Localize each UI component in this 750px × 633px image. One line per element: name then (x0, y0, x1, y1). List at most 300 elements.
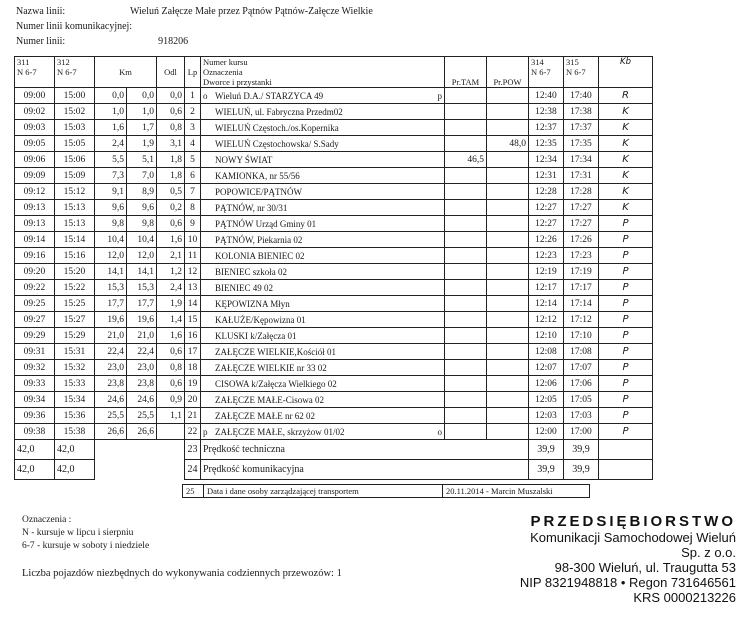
time-311: 09:38 (15, 424, 55, 440)
stop-number: 8 (185, 200, 201, 216)
distance-value: 1,4 (157, 312, 185, 328)
time-314: 12:37 (529, 120, 564, 136)
time-311: 09:14 (15, 232, 55, 248)
time-314: 12:05 (529, 392, 564, 408)
km-value-2: 23,0 (127, 360, 157, 376)
prtam-value (445, 344, 487, 360)
stop-label: PĄTNÓW, nr 30/31 (215, 202, 288, 213)
time-311: 09:29 (15, 328, 55, 344)
company-line-5: KRS 0000213226 (633, 590, 736, 605)
km-value: 5,5 (95, 152, 127, 168)
time-311: 09:31 (15, 344, 55, 360)
km-value-2: 23,8 (127, 376, 157, 392)
time-312: 15:03 (55, 120, 95, 136)
stop-number: 16 (185, 328, 201, 344)
time-314: 12:10 (529, 328, 564, 344)
stop-name (201, 408, 445, 424)
table-row (15, 360, 653, 376)
time-314: 12:27 (529, 200, 564, 216)
time-311: 09:05 (15, 136, 55, 152)
distance-value: 1,6 (157, 232, 185, 248)
km-value-2: 9,8 (127, 216, 157, 232)
stop-label: WIELUŃ, ul. Fabryczna Przedm02 (215, 106, 343, 117)
distance-value: 0,6 (157, 104, 185, 120)
table-row (15, 280, 653, 296)
stop-label: ZAŁĘCZE WIELKIE,Kościół 01 (215, 346, 337, 357)
table-row (15, 152, 653, 168)
summary-314: 39,9 (529, 440, 564, 460)
km-value: 12,0 (95, 248, 127, 264)
time-312: 15:22 (55, 280, 95, 296)
table-row (15, 296, 653, 312)
time-315: 17:26 (564, 232, 599, 248)
time-314: 12:26 (529, 232, 564, 248)
summary-kb (599, 440, 653, 460)
time-311: 09:02 (15, 104, 55, 120)
line-number-row (16, 36, 188, 48)
time-315: 17:10 (564, 328, 599, 344)
prpow-value: 48,0 (487, 136, 529, 152)
stop-name (201, 152, 445, 168)
stop-label: PĄTNÓW Urząd Gminy 01 (215, 218, 317, 229)
km-value-2: 26,6 (127, 424, 157, 440)
stop-name (201, 216, 445, 232)
time-315: 17:19 (564, 264, 599, 280)
time-311: 09:09 (15, 168, 55, 184)
prtam-value (445, 232, 487, 248)
prpow-value (487, 232, 529, 248)
km-value-2: 1,0 (127, 104, 157, 120)
time-312: 15:25 (55, 296, 95, 312)
time-315: 17:17 (564, 280, 599, 296)
time-312: 15:32 (55, 360, 95, 376)
distance-value: 3,1 (157, 136, 185, 152)
time-315: 17:27 (564, 200, 599, 216)
km-value-2: 8,9 (127, 184, 157, 200)
prpow-value (487, 328, 529, 344)
time-311: 09:20 (15, 264, 55, 280)
prtam-value (445, 88, 487, 104)
prtam-value (445, 408, 487, 424)
stop-name (201, 424, 445, 440)
stop-name (201, 168, 445, 184)
distance-value: 2,4 (157, 280, 185, 296)
time-314: 12:34 (529, 152, 564, 168)
time-315: 17:34 (564, 152, 599, 168)
vehicles-count: Liczba pojazdów niezbędnych do wykonywania codziennych przewozów: 1 (22, 568, 342, 579)
table-row (15, 120, 653, 136)
time-315: 17:00 (564, 424, 599, 440)
col-lp: Lp (185, 57, 201, 88)
kb-mark: K (599, 168, 653, 184)
km-value-2: 25,5 (127, 408, 157, 424)
prtam-value: 46,5 (445, 152, 487, 168)
line-number-value: 918206 (158, 36, 189, 47)
time-312: 15:38 (55, 424, 95, 440)
stop-name (201, 328, 445, 344)
distance-value: 0,2 (157, 200, 185, 216)
stop-number: 10 (185, 232, 201, 248)
stop-number: 1 (185, 88, 201, 104)
table-row (15, 184, 653, 200)
km-value: 9,8 (95, 216, 127, 232)
time-314: 12:19 (529, 264, 564, 280)
col-kb: Kb (599, 57, 653, 88)
summary-311: 42,0 (15, 440, 55, 460)
time-314: 12:06 (529, 376, 564, 392)
stop-name (201, 136, 445, 152)
km-value: 9,6 (95, 200, 127, 216)
timetable (14, 56, 652, 474)
table-row (15, 216, 653, 232)
table-row (15, 136, 653, 152)
kb-mark: P (599, 216, 653, 232)
stop-number: 6 (185, 168, 201, 184)
distance-value: 1,6 (157, 328, 185, 344)
time-311: 09:06 (15, 152, 55, 168)
stop-name (201, 232, 445, 248)
footer-lp: 25 (183, 485, 204, 498)
time-314: 12:40 (529, 88, 564, 104)
time-314: 12:17 (529, 280, 564, 296)
km-value-2: 0,0 (127, 88, 157, 104)
time-314: 12:07 (529, 360, 564, 376)
stop-name (201, 344, 445, 360)
stop-name (201, 200, 445, 216)
summary-lp: 23 (185, 440, 201, 460)
stop-number: 20 (185, 392, 201, 408)
footer-label: Data i dane osoby zarządzającej transportem (204, 485, 443, 498)
stop-name (201, 360, 445, 376)
time-311: 09:32 (15, 360, 55, 376)
col-312: 312 N 6-7 (55, 57, 95, 88)
stop-name (201, 376, 445, 392)
prtam-value (445, 360, 487, 376)
stop-label: WIELUŃ Częstoch./os.Kopernika (215, 122, 339, 133)
col-311: 311 N 6-7 (15, 57, 55, 88)
stop-number: 19 (185, 376, 201, 392)
stop-number: 9 (185, 216, 201, 232)
km-value: 2,4 (95, 136, 127, 152)
company-line-2: Sp. z o.o. (681, 545, 736, 560)
prpow-value (487, 120, 529, 136)
kb-mark: P (599, 376, 653, 392)
km-value-2: 24,6 (127, 392, 157, 408)
km-value: 1,6 (95, 120, 127, 136)
transport-manager-row (182, 484, 590, 498)
summary-312: 42,0 (55, 460, 95, 480)
summary-blank (95, 440, 185, 460)
summary-312: 42,0 (55, 440, 95, 460)
company-line-1: Komunikacji Samochodowej Wieluń (530, 530, 736, 545)
time-311: 09:00 (15, 88, 55, 104)
kb-mark: R (599, 88, 653, 104)
stop-number: 17 (185, 344, 201, 360)
km-value: 17,7 (95, 296, 127, 312)
prtam-value (445, 200, 487, 216)
km-value: 26,6 (95, 424, 127, 440)
prpow-value (487, 360, 529, 376)
stop-number: 14 (185, 296, 201, 312)
summary-label: Prędkość komunikacyjna (201, 460, 529, 480)
stop-label: BIENIEC szkoła 02 (215, 266, 287, 277)
time-312: 15:29 (55, 328, 95, 344)
time-311: 09:13 (15, 200, 55, 216)
time-312: 15:00 (55, 88, 95, 104)
stop-trail-mark: o (437, 426, 442, 437)
summary-315: 39,9 (564, 440, 599, 460)
legend-line-1: N - kursuje w lipcu i sierpniu (22, 528, 134, 538)
summary-row (15, 440, 653, 460)
km-value: 15,3 (95, 280, 127, 296)
prpow-value (487, 168, 529, 184)
prtam-value (445, 296, 487, 312)
col-314: 314 N 6-7 (529, 57, 564, 88)
company-line-4: NIP 8321948818 • Regon 731646561 (519, 575, 736, 590)
stop-label: KAŁUŻE/Kępowizna 01 (215, 314, 306, 325)
km-value: 1,0 (95, 104, 127, 120)
prpow-value (487, 312, 529, 328)
table-row (15, 248, 653, 264)
line-name-label: Nazwa linii: (16, 6, 66, 17)
stop-label: ZAŁĘCZE WIELKIE nr 33 02 (215, 362, 327, 373)
kb-mark: P (599, 392, 653, 408)
col-315: 315 N 6-7 (564, 57, 599, 88)
distance-value: 1,8 (157, 168, 185, 184)
kb-mark: P (599, 248, 653, 264)
kb-mark: P (599, 360, 653, 376)
time-312: 15:16 (55, 248, 95, 264)
summary-row (15, 460, 653, 480)
kb-mark: P (599, 328, 653, 344)
kb-mark: P (599, 232, 653, 248)
kb-mark: P (599, 296, 653, 312)
prtam-value (445, 248, 487, 264)
prtam-value (445, 280, 487, 296)
footer-value: 20.11.2014 - Marcin Muszalski (443, 485, 590, 498)
time-315: 17:03 (564, 408, 599, 424)
time-315: 17:14 (564, 296, 599, 312)
summary-lp: 24 (185, 460, 201, 480)
time-314: 12:28 (529, 184, 564, 200)
time-311: 09:13 (15, 216, 55, 232)
table-row (15, 200, 653, 216)
prpow-value (487, 248, 529, 264)
time-312: 15:34 (55, 392, 95, 408)
km-value: 14,1 (95, 264, 127, 280)
prpow-value (487, 200, 529, 216)
km-value-2: 1,9 (127, 136, 157, 152)
line-number-label: Numer linii: (16, 36, 66, 47)
time-311: 09:33 (15, 376, 55, 392)
stop-number: 22 (185, 424, 201, 440)
table-row (15, 264, 653, 280)
time-314: 12:23 (529, 248, 564, 264)
km-value: 21,0 (95, 328, 127, 344)
time-315: 17:06 (564, 376, 599, 392)
km-value-2: 17,7 (127, 296, 157, 312)
stop-number: 12 (185, 264, 201, 280)
header-row (15, 57, 653, 88)
km-value: 10,4 (95, 232, 127, 248)
stop-label: WIELUŃ Częstochowska/ S.Sady (215, 138, 339, 149)
stop-label: KLUSKI k/Załęcza 01 (215, 330, 297, 341)
kb-mark: P (599, 408, 653, 424)
time-315: 17:37 (564, 120, 599, 136)
distance-value: 0,0 (157, 88, 185, 104)
table-row (15, 168, 653, 184)
kb-mark: K (599, 200, 653, 216)
km-value: 24,6 (95, 392, 127, 408)
time-315: 17:38 (564, 104, 599, 120)
summary-kb (599, 460, 653, 480)
time-315: 17:40 (564, 88, 599, 104)
prpow-value (487, 424, 529, 440)
km-value: 23,8 (95, 376, 127, 392)
km-value-2: 15,3 (127, 280, 157, 296)
km-value-2: 14,1 (127, 264, 157, 280)
km-value-2: 21,0 (127, 328, 157, 344)
km-value-2: 5,1 (127, 152, 157, 168)
stop-label: KĘPOWIZNA Młyn (215, 298, 290, 309)
legend-title: Oznaczenia : (22, 515, 72, 525)
summary-314: 39,9 (529, 460, 564, 480)
timetable-grid (14, 56, 653, 480)
stop-name (201, 184, 445, 200)
distance-value: 0,5 (157, 184, 185, 200)
kb-mark: P (599, 312, 653, 328)
stop-name (201, 120, 445, 136)
summary-label: Prędkość techniczna (201, 440, 529, 460)
line-name-value: Wieluń Załęcze Małe przez Pątnów Pątnów-Załęcze Wielkie (129, 6, 373, 17)
km-value: 9,1 (95, 184, 127, 200)
time-311: 09:16 (15, 248, 55, 264)
time-314: 12:00 (529, 424, 564, 440)
time-314: 12:08 (529, 344, 564, 360)
prtam-value (445, 376, 487, 392)
table-row (15, 408, 653, 424)
distance-value: 0,8 (157, 120, 185, 136)
table-row (15, 312, 653, 328)
stop-name (201, 88, 445, 104)
time-314: 12:14 (529, 296, 564, 312)
kb-mark: P (599, 280, 653, 296)
time-311: 09:36 (15, 408, 55, 424)
prpow-value (487, 296, 529, 312)
kb-mark: P (599, 344, 653, 360)
time-314: 12:38 (529, 104, 564, 120)
time-311: 09:22 (15, 280, 55, 296)
time-312: 15:12 (55, 184, 95, 200)
col-odl: Odl (157, 57, 185, 88)
stop-name (201, 264, 445, 280)
stop-name (201, 392, 445, 408)
prtam-value (445, 136, 487, 152)
km-value-2: 7,0 (127, 168, 157, 184)
time-312: 15:36 (55, 408, 95, 424)
stop-label: ZAŁĘCZE MAŁE, skrzyżow 01/02 (215, 426, 345, 437)
kb-mark: K (599, 120, 653, 136)
stop-name (201, 248, 445, 264)
kb-mark: P (599, 264, 653, 280)
prpow-value (487, 392, 529, 408)
time-312: 15:27 (55, 312, 95, 328)
summary-311: 42,0 (15, 460, 55, 480)
table-row (15, 424, 653, 440)
line-name-row (16, 6, 373, 18)
table-row (15, 88, 653, 104)
stop-name (201, 280, 445, 296)
km-value: 7,3 (95, 168, 127, 184)
stop-mark: p (203, 426, 208, 437)
prpow-value (487, 152, 529, 168)
table-row (15, 104, 653, 120)
km-value-2: 22,4 (127, 344, 157, 360)
stop-label: ZAŁĘCZE MAŁE-Cisowa 02 (215, 394, 324, 405)
distance-value: 0,6 (157, 376, 185, 392)
prpow-value (487, 264, 529, 280)
time-314: 12:35 (529, 136, 564, 152)
stop-name (201, 312, 445, 328)
time-315: 17:27 (564, 216, 599, 232)
stop-label: ZAŁĘCZE MAŁE nr 62 02 (215, 410, 315, 421)
km-value: 22,4 (95, 344, 127, 360)
km-value-2: 9,6 (127, 200, 157, 216)
stop-mark: o (203, 90, 208, 101)
prtam-value (445, 392, 487, 408)
distance-value: 0,9 (157, 392, 185, 408)
stop-label: CISOWA k/Załęcza Wielkiego 02 (215, 378, 337, 389)
kb-mark: K (599, 184, 653, 200)
prtam-value (445, 168, 487, 184)
col-km: Km (95, 57, 157, 88)
time-312: 15:14 (55, 232, 95, 248)
distance-value: 1,1 (157, 408, 185, 424)
comm-number-label: Numer linii komunikacyjnej: (16, 21, 133, 32)
table-row (15, 232, 653, 248)
time-312: 15:33 (55, 376, 95, 392)
km-value: 0,0 (95, 88, 127, 104)
time-311: 09:25 (15, 296, 55, 312)
stop-number: 18 (185, 360, 201, 376)
time-312: 15:31 (55, 344, 95, 360)
time-312: 15:05 (55, 136, 95, 152)
time-315: 17:12 (564, 312, 599, 328)
stop-number: 2 (185, 104, 201, 120)
stop-name (201, 104, 445, 120)
time-315: 17:28 (564, 184, 599, 200)
stop-label: NOWY ŚWIAT (215, 154, 273, 165)
time-315: 17:07 (564, 360, 599, 376)
km-value-2: 10,4 (127, 232, 157, 248)
km-value-2: 1,7 (127, 120, 157, 136)
col-prtam: Pr.TAM (445, 57, 487, 88)
time-312: 15:09 (55, 168, 95, 184)
time-315: 17:23 (564, 248, 599, 264)
kb-mark: K (599, 136, 653, 152)
prtam-value (445, 120, 487, 136)
stop-label: KOLONIA BIENIEC 02 (215, 250, 305, 261)
stop-number: 21 (185, 408, 201, 424)
stop-number: 7 (185, 184, 201, 200)
stop-label: POPOWICE/PĄTNÓW (215, 186, 302, 197)
prtam-value (445, 104, 487, 120)
time-315: 17:08 (564, 344, 599, 360)
table-row (15, 328, 653, 344)
timetable-body (15, 57, 653, 480)
table-row (15, 392, 653, 408)
stop-label: Wieluń D.A./ STARZYCA 49 (215, 90, 324, 101)
